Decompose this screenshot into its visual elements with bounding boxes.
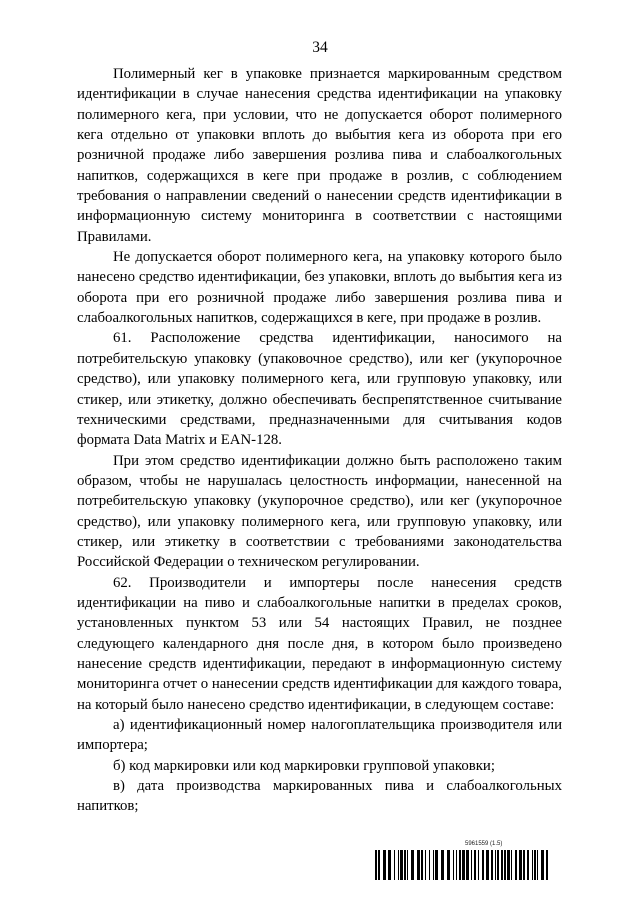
list-item: а) идентификационный номер налогоплательщика производителя или импортера; xyxy=(77,717,562,754)
list-item: в) дата производства маркированных пива и слабоалкогольных напитков; xyxy=(77,778,562,815)
paragraph: Не допускается оборот полимерного кега, на упаковку которого было нанесено средство идентификации, без упаковки, вплоть до выбытия кега из оборота при его розничной продаже либо завершения розлива пива и слабоалкогольных напитков, содержащихся в кеге, при продаже в розлив. xyxy=(77,249,562,327)
paragraph-item-62: 62. Производители и импортеры после нанесения средств идентификации на пиво и слабоалкогольные напитки в пределах сроков, установленных пунктом 53 или 54 настоящих Правил, не позднее следующего календарного дня после дня, в котором было произведено нанесение средств идентификации, передают в информационную систему мониторинга отчет о нанесении средств идентификации для каждого товара, на который было нанесено средство идентификации, в следующем составе: xyxy=(77,574,562,713)
list-item: б) код маркировки или код маркировки групповой упаковки; xyxy=(113,757,495,774)
paragraph: При этом средство идентификации должно быть расположено таким образом, чтобы не нарушалась целостность информации, нанесенной на потребительскую упаковку (укупорочное средство), или кег (укупорочное средство), или упаковку полимерного кега, или групповую упаковку, или стикер, или этикетку в соответствии с требованиями законодательства Российской Федерации о техническом регулировании. xyxy=(77,452,562,571)
document-code: 5961559 (1.5) xyxy=(465,841,503,847)
document-body xyxy=(77,64,562,817)
paragraph-item-61: 61. Расположение средства идентификации, наносимого на потребительскую упаковку (упаковочное средство), или кег (укупорочное средство), или упаковку полимерного кега, или групповую упаковку, или стикер, или этикетку, должно обеспечивать беспрепятственное считывание техническими средствами, предназначенными для считывания кодов формата Data Matrix и EAN-128. xyxy=(77,330,562,449)
barcode-image xyxy=(375,850,548,880)
paragraph: Полимерный кег в упаковке признается маркированным средством идентификации в случае нанесения средства идентификации на упаковку полимерного кега, при условии, что не допускается оборот полимерного кега отдельно от упаковки вплоть до выбытия кега из оборота при его розничной продаже либо завершения розлива пива и слабоалкогольных напитков, содержащихся в кеге при продаже в розлив, с соблюдением требования о направлении сведений о нанесении средств идентификации в информационную систему мониторинга в соответствии с настоящими Правилами. xyxy=(77,66,562,245)
page-number: 34 xyxy=(312,39,328,56)
